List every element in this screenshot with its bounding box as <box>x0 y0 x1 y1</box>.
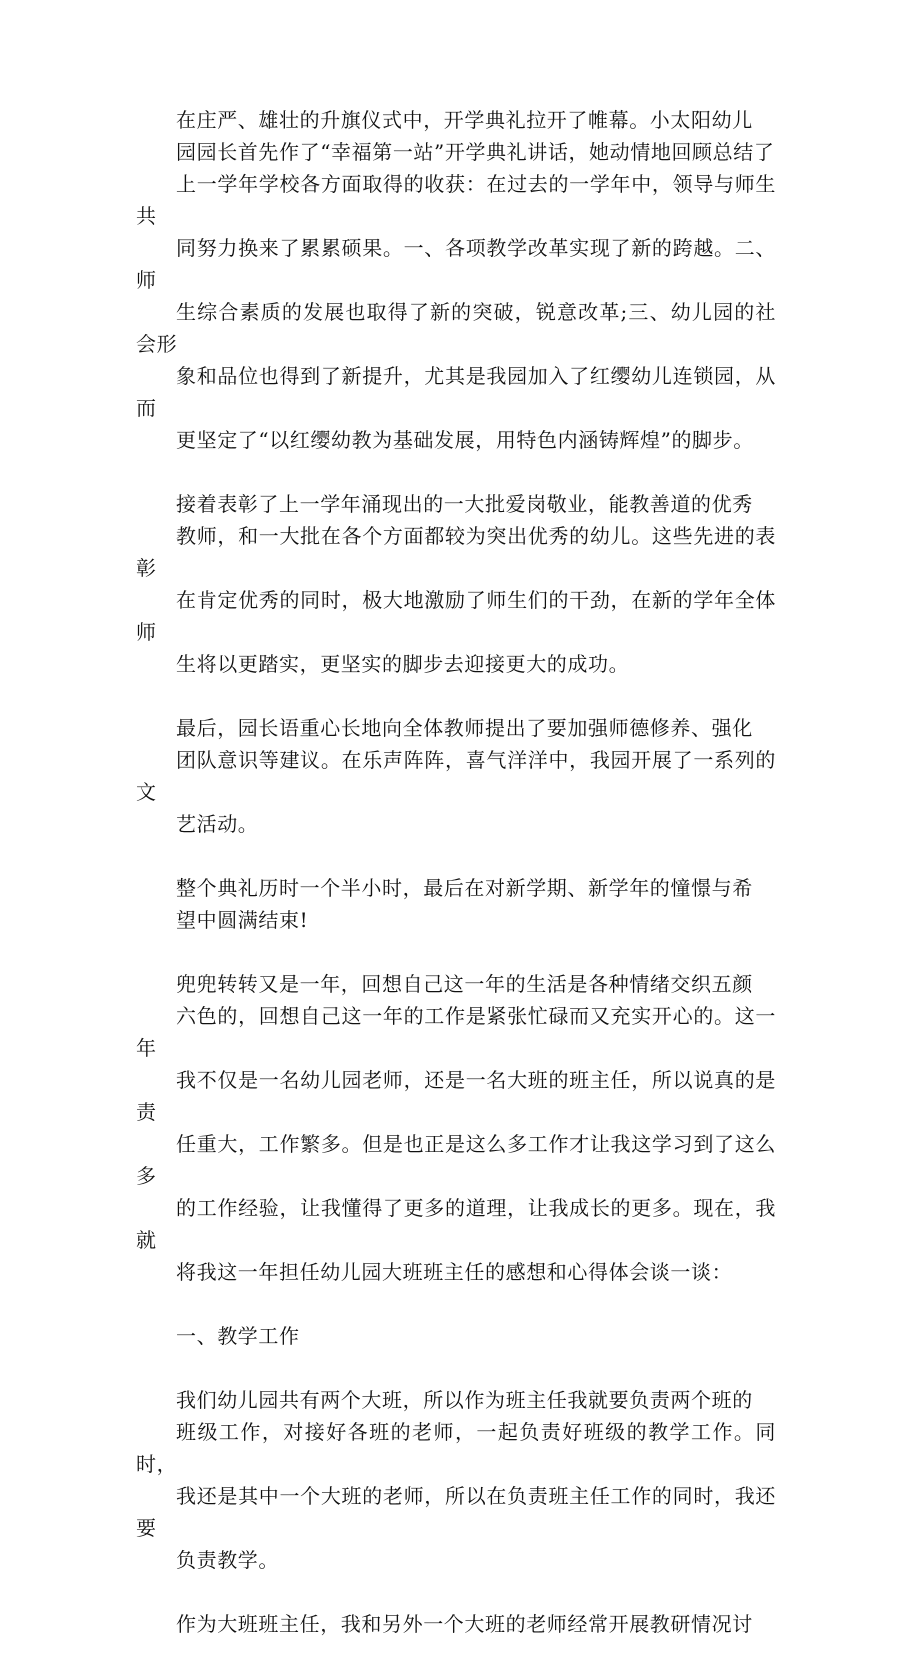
text-line: 班级工作，对接好各班的老师，一起负责好班级的教学工作。同时， <box>136 1420 776 1476</box>
text-line: 最后，园长语重心长地向全体教师提出了要加强师德修养、强化 <box>176 716 753 740</box>
text-line: 更坚定了“以红缨幼教为基础发展，用特色内涵铸辉煌”的脚步。 <box>176 428 754 452</box>
paragraph-principal-suggestions <box>136 712 776 840</box>
text-line: 六色的，回想自己这一年的工作是紧张忙碌而又充实开心的。这一年 <box>136 1004 776 1060</box>
text-line: 生综合素质的发展也取得了新的突破，锐意改革;三、幼儿园的社会形 <box>136 300 776 356</box>
text-line: 我不仅是一名幼儿园老师，还是一名大班的班主任，所以说真的是责 <box>136 1068 776 1124</box>
paragraph-ceremony-end <box>136 872 776 936</box>
text-line: 整个典礼历时一个半小时，最后在对新学期、新学年的憧憬与希 <box>176 876 753 900</box>
text-line: 象和品位也得到了新提升，尤其是我园加入了红缨幼儿连锁园，从而 <box>136 364 776 420</box>
text-line: 的工作经验，让我懂得了更多的道理，让我成长的更多。现在，我就 <box>136 1196 776 1252</box>
text-line: 园园长首先作了“幸福第一站”开学典礼讲话，她动情地回顾总结了 <box>176 140 775 164</box>
text-line: 一、教学工作 <box>176 1324 300 1348</box>
text-line: 接着表彰了上一学年涌现出的一大批爱岗敬业，能教善道的优秀 <box>176 492 753 516</box>
text-line: 团队意识等建议。在乐声阵阵，喜气洋洋中，我园开展了一系列的文 <box>136 748 776 804</box>
text-line: 教师，和一大批在各个方面都较为突出优秀的幼儿。这些先进的表彰 <box>136 524 776 580</box>
paragraph-commendation <box>136 488 776 680</box>
text-line: 任重大，工作繁多。但是也正是这么多工作才让我这学习到了这么多 <box>136 1132 776 1188</box>
document-body <box>136 104 776 1672</box>
text-line: 作为大班班主任，我和另外一个大班的老师经常开展教研情况讨 <box>176 1612 753 1636</box>
paragraph-opening-ceremony <box>136 104 776 456</box>
text-line: 我还是其中一个大班的老师，所以在负责班主任工作的同时，我还要 <box>136 1484 776 1540</box>
section-heading-teaching-work <box>136 1320 776 1352</box>
text-line: 同努力换来了累累硕果。一、各项教学改革实现了新的跨越。二、师 <box>136 236 776 292</box>
text-line: 我们幼儿园共有两个大班，所以作为班主任我就要负责两个班的 <box>176 1388 753 1412</box>
text-line: 在庄严、雄壮的升旗仪式中，开学典礼拉开了帷幕。小太阳幼儿 <box>176 108 753 132</box>
paragraph-two-classes <box>136 1384 776 1576</box>
text-line: 上一学年学校各方面取得的收获：在过去的一学年中，领导与师生共 <box>136 172 776 228</box>
text-line: 生将以更踏实，更坚实的脚步去迎接更大的成功。 <box>176 652 630 676</box>
text-line: 负责教学。 <box>176 1548 279 1572</box>
paragraph-teaching-research <box>136 1608 776 1640</box>
text-line: 望中圆满结束! <box>176 908 309 932</box>
paragraph-year-reflection <box>136 968 776 1288</box>
text-line: 兜兜转转又是一年，回想自己这一年的生活是各种情绪交织五颜 <box>176 972 753 996</box>
text-line: 将我这一年担任幼儿园大班班主任的感想和心得体会谈一谈： <box>176 1260 733 1284</box>
text-line: 在肯定优秀的同时，极大地激励了师生们的干劲，在新的学年全体师 <box>136 588 776 644</box>
text-line: 艺活动。 <box>176 812 259 836</box>
